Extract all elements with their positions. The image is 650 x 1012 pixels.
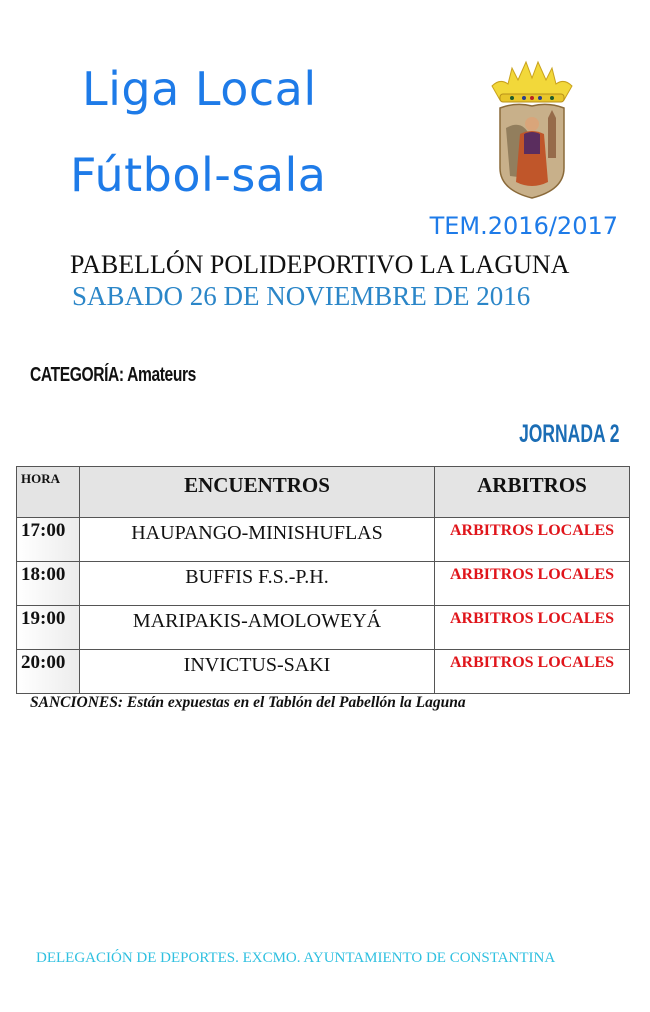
- footer-organization: DELEGACIÓN DE DEPORTES. EXCMO. AYUNTAMIENTO DE CONSTANTINA: [36, 950, 556, 966]
- title-liga-local: Liga Local: [82, 62, 317, 116]
- venue-label: PABELLÓN POLIDEPORTIVO LA LAGUNA: [70, 250, 570, 279]
- column-header-arbitros: ARBITROS: [435, 467, 630, 518]
- schedule-table: [16, 466, 630, 694]
- match-teams: INVICTUS-SAKI: [80, 650, 435, 694]
- table-row: [17, 650, 630, 694]
- match-teams: MARIPAKIS-AMOLOWEYÁ: [80, 606, 435, 650]
- sanctions-note: SANCIONES: Están expuestas en el Tablón del Pabellón la Laguna: [30, 694, 466, 711]
- match-time: 20:00: [17, 650, 80, 694]
- match-referees: ARBITROS LOCALES: [435, 562, 630, 606]
- category-label: CATEGORÍA: Amateurs: [30, 364, 196, 386]
- match-referees: ARBITROS LOCALES: [435, 650, 630, 694]
- match-referees: ARBITROS LOCALES: [435, 518, 630, 562]
- column-header-hora: HORA: [17, 467, 80, 518]
- match-teams: HAUPANGO-MINISHUFLAS: [80, 518, 435, 562]
- match-time: 18:00: [17, 562, 80, 606]
- match-time: 17:00: [17, 518, 80, 562]
- table-row: [17, 562, 630, 606]
- season-label: TEM.2016/2017: [429, 212, 618, 240]
- coat-of-arms-icon: [486, 58, 578, 200]
- match-time: 19:00: [17, 606, 80, 650]
- column-header-encuentros: ENCUENTROS: [80, 467, 435, 518]
- table-header-row: [17, 467, 630, 518]
- table-row: [17, 606, 630, 650]
- match-date: SABADO 26 DE NOVIEMBRE DE 2016: [72, 281, 531, 311]
- title-futbol-sala: Fútbol-sala: [70, 148, 327, 202]
- match-referees: ARBITROS LOCALES: [435, 606, 630, 650]
- match-teams: BUFFIS F.S.-P.H.: [80, 562, 435, 606]
- round-label: JORNADA 2: [519, 420, 620, 448]
- table-row: [17, 518, 630, 562]
